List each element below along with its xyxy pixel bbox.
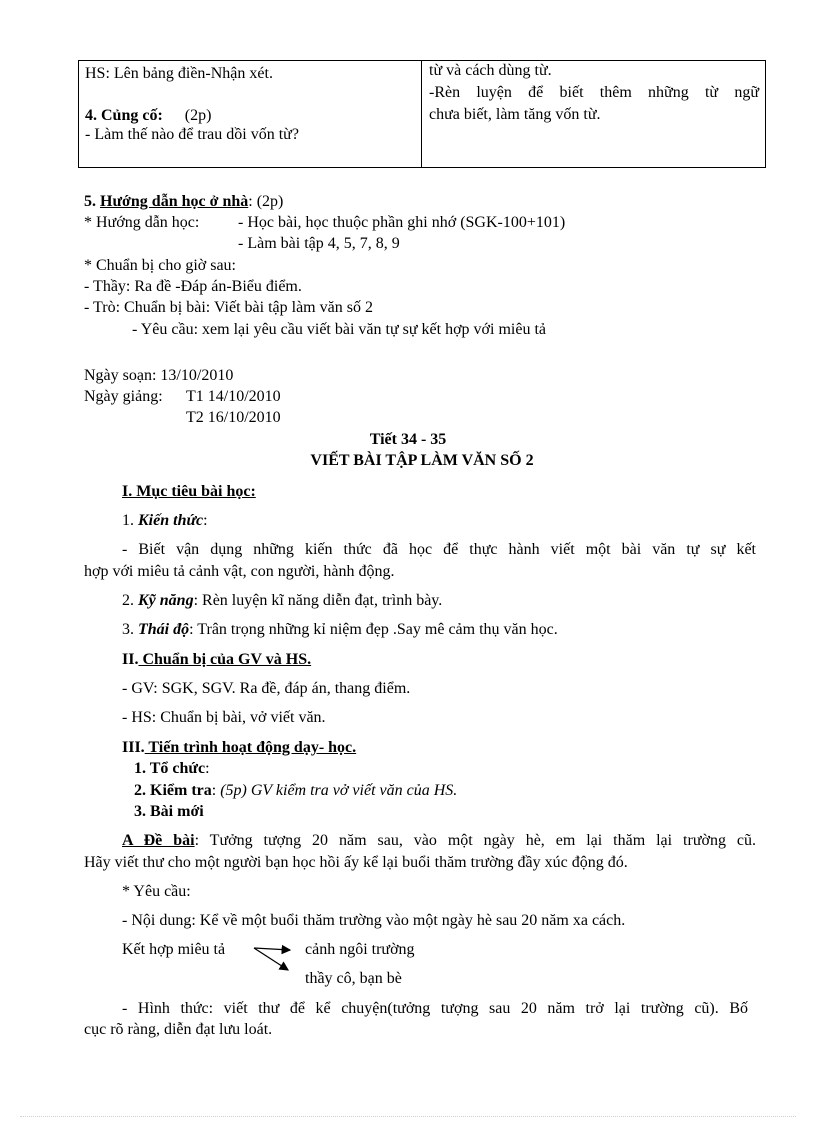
form-line1: - Hình thức: viết thư để kể chuyện(tưởng tượng sau 20 năm trở lại trường cũ). Bố [122, 1000, 748, 1017]
date-prepared: Ngày soạn: 13/10/2010 [84, 367, 234, 384]
prep-requirement: - Yêu cầu: xem lại yêu cầu viết bài văn tự sự kết hợp với miêu tả [132, 321, 546, 338]
requirement-label: * Yêu cầu: [122, 883, 191, 900]
table-right-line1: từ và cách dùng từ. [429, 62, 552, 79]
org-line: 1. Tổ chức: [134, 760, 210, 777]
attitude-label: Thái độ [138, 621, 190, 638]
combine-people: thầy cô, bạn bè [305, 970, 402, 987]
teacher-prep: - Thầy: Ra đề -Đáp án-Biểu điểm. [84, 278, 302, 295]
knowledge-line2: hợp với miêu tả cảnh vật, con người, hành động. [84, 563, 395, 580]
consolidate-time: (2p) [184, 107, 212, 124]
homework-heading: 5. Hướng dẫn học ở nhà: (2p) [84, 193, 284, 210]
combine-scene: cảnh ngôi trường [305, 941, 415, 958]
topic-line2: Hãy viết thư cho một người bạn học hồi ấy kể lại buổi thăm trường đầy xúc động đó. [84, 854, 628, 871]
table-right-line2: -Rèn luyện để biết thêm những từ ngữ [429, 84, 759, 101]
table-divider [421, 61, 422, 167]
knowledge-heading: 1. Kiến thức: [122, 512, 208, 529]
homework-title: Hướng dẫn học ở nhà [100, 193, 249, 210]
attitude-line: 3. Thái độ: Trân trọng những kỉ niệm đẹp .Say mê cảm thụ văn học. [122, 621, 558, 638]
consolidate-question: - Làm thế nào để trau dồi vốn từ? [85, 126, 299, 143]
date-t1: T1 14/10/2010 [186, 388, 281, 405]
gv-prep: - GV: SGK, SGV. Ra đề, đáp án, thang điểm. [122, 680, 411, 697]
date-t2: T2 16/10/2010 [186, 409, 281, 426]
homework-time: : (2p) [248, 193, 284, 210]
lesson-period: Tiết 34 - 35 [369, 431, 447, 448]
guide-item-1: - Học bài, học thuộc phần ghi nhớ (SGK-100+101) [238, 214, 566, 231]
summary-table [78, 60, 766, 168]
skill-label: Kỹ năng [138, 592, 194, 609]
page-footer-rule [20, 1116, 796, 1117]
hs-prep: - HS: Chuẩn bị bài, vở viết văn. [122, 709, 326, 726]
consolidate-label: 4. Củng cố: [85, 107, 163, 124]
knowledge-label: Kiến thức [138, 512, 204, 529]
topic-line1: A Đề bài: Tưởng tượng 20 năm sau, vào một ngày hè, em lại thăm lại trường cũ. [122, 832, 757, 849]
section2-heading: II. Chuẩn bị của GV và HS. [122, 651, 312, 668]
content-line: - Nội dung: Kể về một buổi thăm trường vào một ngày hè sau 20 năm xa cách. [122, 912, 626, 929]
combine-label: Kết hợp miêu tả [122, 941, 226, 958]
topic-label: A Đề bài [122, 832, 195, 849]
prep-label: * Chuẩn bị cho giờ sau: [84, 257, 236, 274]
form-line2: cục rõ ràng, diễn đạt lưu loát. [84, 1021, 273, 1038]
lesson-title: VIẾT BÀI TẬP LÀM VĂN SỐ 2 [310, 452, 534, 469]
table-left-line1: HS: Lên bảng điền-Nhận xét. [85, 65, 273, 82]
guide-label: * Hướng dẫn học: [84, 214, 200, 231]
section3-heading: III. Tiến trình hoạt động dạy- học. [122, 739, 357, 756]
check-line: 2. Kiểm tra: (5p) GV kiểm tra vở viết văn của HS. [134, 782, 458, 799]
student-prep: - Trò: Chuẩn bị bài: Viết bài tập làm văn số 2 [84, 299, 373, 316]
section1-heading: I. Mục tiêu bài học: [122, 483, 256, 500]
knowledge-line1: - Biết vận dụng những kiến thức đã học để thực hành viết một bài văn tự sự kết [122, 541, 756, 558]
table-right-line3: chưa biết, làm tăng vốn từ. [429, 106, 601, 123]
guide-item-2: - Làm bài tập 4, 5, 7, 8, 9 [238, 235, 400, 252]
consolidate-heading [85, 106, 211, 125]
skill-line: 2. Kỹ năng: Rèn luyện kĩ năng diễn đạt, trình bày. [122, 592, 443, 609]
date-taught-label: Ngày giảng: [84, 388, 163, 405]
branch-arrows-icon [252, 942, 300, 976]
new-lesson: 3. Bài mới [134, 803, 204, 820]
